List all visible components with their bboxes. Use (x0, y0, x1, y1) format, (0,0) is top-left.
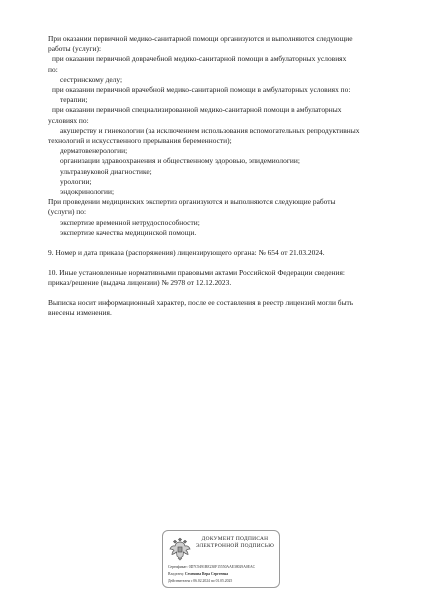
text-line: организации здравоохранения и общественному здоровью, эпидемиологии; (60, 156, 300, 166)
text-line: работы (услуги): (48, 44, 102, 54)
coat-of-arms-icon (168, 537, 192, 561)
text-line: (услуги) по: (48, 207, 87, 217)
certificate-value: 0D7C9491BE230F15550AAE38029A0EAC (188, 565, 256, 569)
text-line: при оказании первичной врачебной медико-санитарной помощи в амбулаторных условиях по: (52, 85, 351, 95)
text-line: При оказании первичной медико-санитарной помощи организуются и выполняются следующие (48, 34, 353, 43)
other-info-item: 10. Иные установленные нормативными правовыми актами Российской Федерации сведения: (48, 268, 345, 278)
informational-note: Выписка носит информационный характер, после ее составления в реестр лицензий могли быть (48, 297, 354, 307)
text-line: При проведении медицинских экспертиз организуются и выполняются следующие работы (48, 197, 336, 207)
text-line: технологий и искусственного прерывания беременности); (48, 136, 232, 146)
stamp-title-line: ДОКУМЕНТ ПОДПИСАН (201, 536, 269, 542)
order-number-item: 9. Номер и дата приказа (распоряжения) лицензирующего органа: № 654 от 21.03.2024. (48, 248, 325, 258)
text-line: при оказании первичной доврачебной медико-санитарной помощи в амбулаторных условиях (52, 54, 347, 64)
informational-note: внесены изменения. (48, 307, 112, 317)
text-line: при оказании первичной специализированной медико-санитарной помощи в амбулаторных (52, 105, 342, 115)
text-line: урологии; (60, 176, 92, 186)
text-line: экспертизе качества медицинской помощи. (60, 227, 197, 237)
validity-line: Действителен с 06.02.2024 по 01.05.2025 (168, 579, 233, 583)
other-info-item: приказ/решение (выдача лицензии) № 2978 от 12.12.2023. (48, 278, 232, 288)
owner-value: Семенова Вера Сергеевна (184, 572, 229, 576)
signature-stamp-title (191, 536, 279, 550)
signature-details (168, 564, 280, 585)
text-line: экспертизе временной нетрудоспособности; (60, 217, 200, 227)
owner-label: Владелец: (168, 572, 184, 576)
owner-line (168, 571, 280, 578)
certificate-label: Сертификат: (168, 565, 188, 569)
text-line: дерматовенерологии; (60, 146, 128, 156)
text-line: эндокринологии; (60, 187, 115, 197)
text-line: по: (48, 64, 58, 74)
electronic-signature-stamp (162, 530, 280, 588)
certificate-line (168, 564, 280, 571)
text-line: условиях по: (48, 115, 89, 125)
text-line: сестринскому делу; (60, 74, 123, 84)
document-body (48, 34, 426, 318)
stamp-title-line: ЭЛЕКТРОННОЙ ПОДПИСЬЮ (195, 543, 275, 549)
text-line: терапии; (60, 95, 88, 105)
text-line: акушерству и гинекологии (за исключением использования вспомогательных репродуктивных (60, 125, 360, 135)
text-line: ультразвуковой диагностике; (60, 166, 152, 176)
